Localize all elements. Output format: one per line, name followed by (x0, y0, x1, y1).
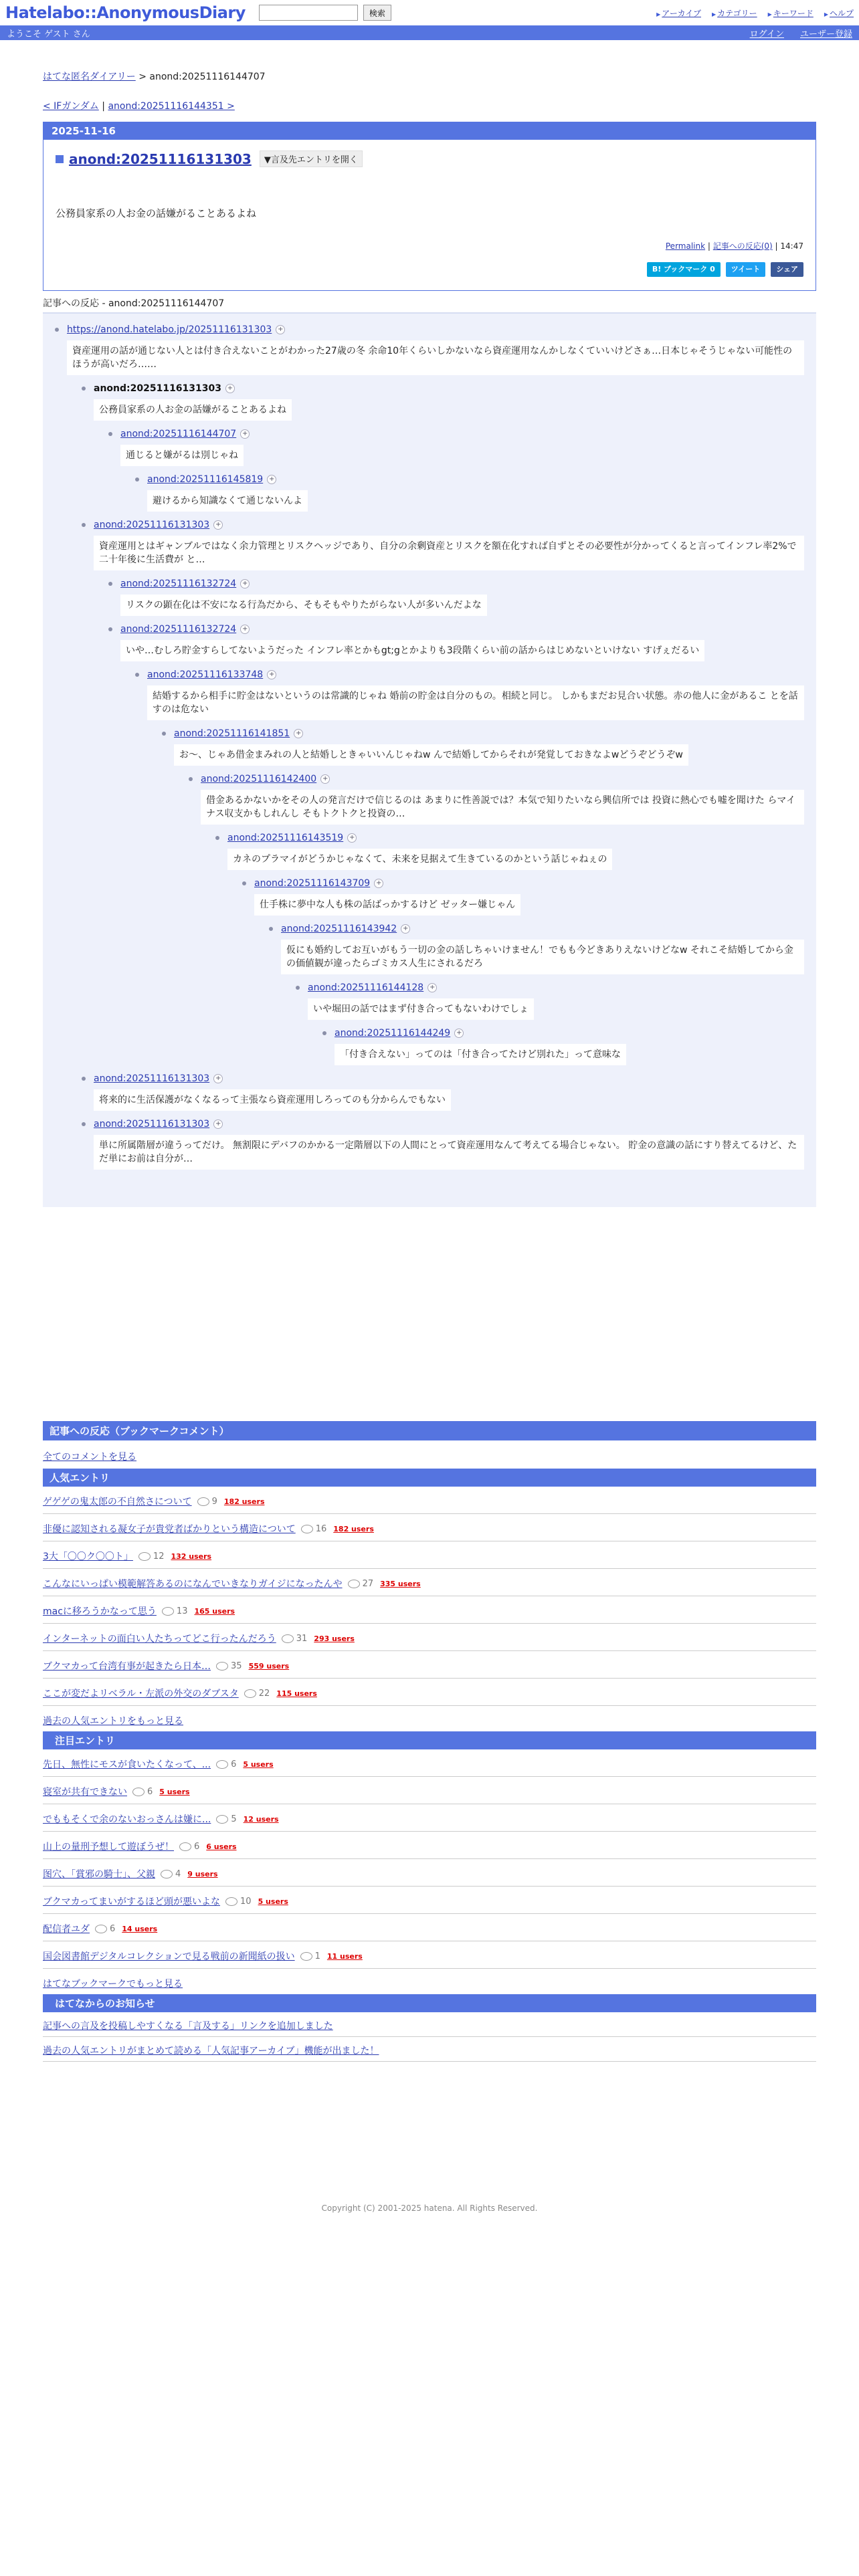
popular-entries-list (43, 1487, 816, 1706)
ranking-item (43, 1679, 816, 1706)
bookmark-users-count[interactable]: 165 users (194, 1606, 235, 1616)
ranking-item-link[interactable]: 先日、無性にモスが食いたくなって、... (43, 1759, 211, 1770)
entry-square-icon (56, 155, 64, 163)
expand-plus-icon[interactable]: + (213, 1119, 223, 1129)
reaction-node (135, 668, 816, 727)
reaction-head (55, 323, 816, 336)
reaction-head (108, 577, 816, 591)
ranking-item-link[interactable]: こんなにいっぱい模範解答あるのになんでいきなりガイジになったんや (43, 1579, 343, 1590)
featured-entries-list (43, 1749, 816, 1969)
ranking-item (43, 1941, 816, 1969)
ranking-item (43, 1514, 816, 1541)
reaction-link[interactable]: anond:20251116131303 (94, 520, 210, 530)
share-buttons (56, 262, 803, 277)
ranking-item-link[interactable]: macに移ろうかなって思う (43, 1606, 157, 1617)
welcome-bar (0, 25, 859, 40)
expand-plus-icon[interactable]: + (374, 879, 383, 888)
comment-bubble-icon[interactable]: 6 (179, 1842, 199, 1852)
reaction-node (82, 1117, 816, 1176)
reaction-link[interactable]: anond:20251116132724 (120, 624, 237, 635)
reaction-link[interactable]: anond:20251116143709 (254, 878, 371, 889)
notices-list (43, 2012, 816, 2062)
reaction-excerpt: 「付き合えない」ってのは「付き合ってたけど別れた」って意味な (335, 1044, 626, 1065)
reaction-head (296, 981, 816, 994)
ranking-item (43, 1651, 816, 1679)
reaction-node (189, 772, 816, 831)
nav-help-link[interactable]: ▶ ヘルプ (824, 7, 854, 19)
comment-bubble-icon[interactable]: 12 (138, 1551, 165, 1562)
pager-separator: | (98, 101, 108, 112)
hatena-bookmark-button[interactable]: B! ブックマーク 0 (647, 262, 721, 277)
breadcrumb (43, 70, 816, 83)
featured-entries-title: 注目エントリ (43, 1731, 816, 1749)
breadcrumb-current: anond:20251116144707 (149, 72, 266, 82)
comment-bubble-icon[interactable]: 9 (197, 1497, 217, 1507)
ranking-item-link[interactable]: ブクマカって台湾有事が起きたら日本… (43, 1661, 211, 1672)
all-comments-link[interactable]: 全てのコメントを見る (43, 1452, 136, 1463)
reaction-node (108, 577, 816, 623)
ranking-item-link[interactable]: インターネットの面白い人たちってどこ行ったんだろう (43, 1634, 276, 1644)
top-nav (656, 7, 854, 19)
breadcrumb-home-link[interactable]: はてな匿名ダイアリー (43, 72, 136, 82)
reaction-excerpt: 避けるから知識なくて通じないんよ (147, 490, 308, 512)
bookmark-users-count[interactable]: 14 users (122, 1924, 158, 1933)
comment-bubble-icon[interactable]: 6 (95, 1924, 115, 1934)
reaction-excerpt: 資産運用の話が通じない人とは付き合えないことがわかった27歳の冬 余命10年くらいしかないなら資産運用なんかしなくていいけどさぁ…日本じゃそうじゃない可能性のほうが高いだろ…… (67, 340, 804, 375)
comment-bubble-icon[interactable]: 13 (162, 1606, 188, 1616)
reaction-excerpt: リスクの顕在化は不安になる行為だから、そもそもやりたがらない人が多いんだよな (120, 595, 487, 616)
bookmark-users-count[interactable]: 5 users (159, 1787, 190, 1796)
ranking-item (43, 1914, 816, 1941)
bookmark-users-count[interactable]: 9 users (187, 1869, 218, 1879)
nav-keyword-link[interactable]: ▶ キーワード (768, 7, 814, 19)
reaction-link[interactable]: anond:20251116142400 (201, 774, 317, 784)
reaction-node (135, 473, 816, 518)
ranking-item (43, 1569, 816, 1596)
reaction-link[interactable]: anond:20251116145819 (147, 474, 264, 485)
ranking-item-link[interactable]: 图穴、「賞邪の騎士」、父親 (43, 1869, 155, 1880)
reaction-node (55, 323, 816, 382)
top-header (0, 0, 859, 25)
reaction-head (82, 518, 816, 532)
ranking-item-link[interactable]: ブクマカってまいがするほど頭が悪いよな (43, 1897, 221, 1907)
search-input[interactable] (259, 5, 358, 21)
reaction-head (108, 427, 816, 441)
expand-plus-icon[interactable]: + (427, 983, 437, 992)
reaction-head (269, 922, 816, 936)
entry-time: 14:47 (780, 241, 803, 251)
popular-entries-title: 人気エントリ (43, 1469, 816, 1487)
reaction-excerpt: 仮にも婚約してお互いがもう一切の金の話しちゃいけません！でもも今どきありえないけどなw それこそ結婚してから金の価値観が違ったらゴミカス人生にされるだろ (281, 940, 804, 974)
reaction-excerpt: 借金あるかないかをその人の発言だけで信じるのは あまりに性善説では？本気で知りたいなら興信所では 投資に熱心でも嘘を聞けた らマイナス収支かもしれんし そもトクトクと投資の… (201, 790, 804, 825)
next-entry-link[interactable]: anond:20251116144351 > (108, 101, 235, 112)
bookmark-users-count[interactable]: 12 users (243, 1814, 279, 1824)
reaction-head (162, 727, 816, 740)
reaction-excerpt: 将来的に生活保護がなくなるって主張なら資産運用しろってのも分からんでもない (94, 1089, 451, 1111)
expand-plus-icon[interactable]: + (225, 384, 235, 393)
reaction-link[interactable]: anond:20251116143942 (281, 924, 397, 934)
reaction-link[interactable]: anond:20251116144249 (335, 1028, 451, 1039)
reaction-node (82, 382, 816, 427)
day-section (43, 122, 816, 291)
bookmark-users-count[interactable]: 132 users (171, 1551, 212, 1561)
prev-entry-link[interactable]: < IFガンダム (43, 101, 99, 112)
reaction-node (82, 518, 816, 577)
bookmark-users-count[interactable]: 559 users (248, 1661, 290, 1671)
comment-bubble-icon[interactable]: 22 (244, 1689, 270, 1699)
ranking-item (43, 1749, 816, 1777)
reaction-excerpt: 結婚するから相手に貯金はないというのは常識的じゃね 婚前の貯金は自分のもの。相続と同じ。 しかもまだお見合い状態。赤の他人に金があるこ とを話すのは危ない (147, 685, 804, 720)
ranking-item-link[interactable]: 非優に認知される凝女子が貴党者ばかりという構造について (43, 1524, 296, 1535)
ranking-item (43, 1777, 816, 1804)
expand-plus-icon[interactable]: + (276, 325, 285, 334)
ranking-item (43, 1487, 816, 1514)
notice-item (43, 2012, 816, 2037)
ranking-item (43, 1624, 816, 1651)
ranking-item (43, 1804, 816, 1832)
open-referenced-entry-button[interactable]: ▼言及先エントリを開く (260, 150, 363, 167)
reaction-head (108, 623, 816, 636)
reaction-link[interactable]: anond:20251116132724 (120, 578, 237, 589)
day-date: 2025-11-16 (43, 122, 816, 140)
expand-plus-icon[interactable]: + (240, 625, 250, 634)
bookmark-users-count[interactable]: 5 users (243, 1759, 274, 1769)
breadcrumb-separator: > (135, 72, 150, 82)
ranking-item-link[interactable]: 山上の量刑予想して遊ぼうぜ！ (43, 1842, 174, 1852)
entry-footer: Permalink | 記事への反応(0) | 14:47 (665, 241, 803, 251)
comment-bubble-icon[interactable]: 27 (348, 1579, 374, 1589)
reaction-excerpt: 仕手株に夢中な人も株の話ばっかするけど ゼッター嫌じゃん (254, 894, 520, 916)
comment-bubble-icon[interactable]: 5 (216, 1814, 236, 1824)
reaction-link[interactable]: anond:20251116131303 (94, 383, 221, 394)
reaction-excerpt: 公務員家系の人お金の話嫌がることあるよね (94, 399, 292, 421)
reaction-link[interactable]: https://anond.hatelabo.jp/20251116131303 (67, 324, 272, 335)
reaction-node (162, 727, 816, 772)
comment-bubble-icon[interactable]: 10 (225, 1897, 252, 1907)
comment-bubble-icon[interactable]: 35 (216, 1661, 242, 1671)
comment-bubble-icon[interactable]: 6 (132, 1787, 153, 1797)
comment-bubble-icon[interactable]: 1 (300, 1951, 320, 1961)
popular-more-link[interactable]: 過去の人気エントリをもっと見る (43, 1716, 183, 1727)
reaction-head (242, 877, 816, 890)
tweet-button[interactable]: ツイート (726, 262, 765, 277)
reaction-tree (43, 314, 816, 1207)
site-logo[interactable]: Hatelabo::AnonymousDiary (5, 3, 246, 22)
bookmark-users-count[interactable]: 11 users (326, 1951, 363, 1961)
bookmark-users-count[interactable]: 182 users (223, 1497, 265, 1506)
entry-title-link[interactable]: anond:20251116131303 (69, 150, 252, 167)
reaction-node (269, 922, 816, 981)
reaction-node (82, 1072, 816, 1117)
bookmark-users-count[interactable]: 115 users (276, 1689, 317, 1698)
reaction-node (296, 981, 816, 1027)
expand-plus-icon[interactable]: + (240, 429, 250, 439)
reaction-excerpt: いや堀田の話ではまず付き合ってもないわけでしょ (308, 998, 534, 1020)
entry-pager (43, 99, 816, 112)
reaction-link[interactable]: anond:20251116133748 (147, 669, 264, 680)
expand-plus-icon[interactable]: + (267, 475, 276, 484)
ranking-item-link[interactable]: でももそくで余のないおっさんは嫌に... (43, 1814, 211, 1825)
ranking-item (43, 1832, 816, 1859)
reaction-head (322, 1027, 816, 1040)
featured-more-link[interactable]: はてなブックマークでもっと見る (43, 1979, 183, 1990)
reaction-link[interactable]: anond:20251116131303 (94, 1073, 210, 1084)
reaction-head (82, 1117, 816, 1131)
reaction-excerpt: いや…むしろ貯金すらしてないようだった インフレ率とかもgt;gとかよりも3段階くらい前の話からはじめないといけない すげぇだるい (120, 640, 704, 661)
ranking-item-link[interactable]: ここが変だよリベラル・左派の外交のダブスタ (43, 1689, 239, 1699)
reaction-excerpt: 単に所属階層が違うってだけ。 無割限にデバフのかかる一定階層以下の人間にとって資産運用なんて考えてる場合じゃない。 貯金の意識の話にすり替えてるけど、ただ単にお前は自分が… (94, 1135, 804, 1170)
reaction-link[interactable]: anond:20251116131303 (94, 1119, 210, 1130)
nav-category-link[interactable]: ▶ カテゴリー (712, 7, 757, 19)
comment-bubble-icon[interactable]: 4 (161, 1869, 181, 1879)
ranking-item (43, 1859, 816, 1887)
bookmark-users-count[interactable]: 182 users (333, 1524, 374, 1533)
facebook-share-button[interactable]: シェア (771, 262, 803, 277)
expand-plus-icon[interactable]: + (213, 1074, 223, 1083)
reaction-head (189, 772, 816, 786)
bookmark-users-count[interactable]: 5 users (258, 1897, 288, 1906)
reaction-excerpt: 通じると嫌がるは別じゃね (120, 445, 244, 466)
ranking-item (43, 1596, 816, 1624)
nav-archive-link[interactable]: ▶ アーカイブ (656, 7, 701, 19)
login-link[interactable]: ログイン (749, 29, 784, 39)
expand-plus-icon[interactable]: + (240, 579, 250, 588)
reaction-node (108, 623, 816, 668)
reactions-count-link[interactable]: 記事への反応(0) (712, 241, 773, 251)
reaction-link[interactable]: anond:20251116144128 (308, 982, 424, 993)
expand-plus-icon[interactable]: + (267, 670, 276, 679)
search-button[interactable]: 検索 (363, 5, 391, 21)
notices-title: はてなからのお知らせ (43, 1994, 816, 2012)
expand-plus-icon[interactable]: + (320, 774, 330, 784)
bookmark-users-count[interactable]: 293 users (314, 1634, 355, 1643)
entry-body-text: 公務員家系の人お金の話嫌がることあるよね (56, 207, 257, 219)
reaction-node (108, 427, 816, 473)
reaction-head (215, 831, 816, 845)
notice-link[interactable]: 記事への言及を投稿しやすくなる「言及する」リンクを追加しました (43, 2021, 333, 2032)
expand-plus-icon[interactable]: + (401, 924, 410, 934)
reaction-excerpt: お〜、じゃあ借金まみれの人と結婚しときゃいいんじゃねw んで結婚してからそれが発覚しておきなよwどうぞどうぞw (174, 744, 688, 766)
reaction-node (215, 831, 816, 877)
ranking-item (43, 1887, 816, 1914)
reaction-node (242, 877, 816, 922)
reaction-head (135, 668, 816, 681)
ranking-item-link[interactable]: 3大「〇〇ク〇〇ト」 (43, 1551, 133, 1562)
ranking-item-link[interactable]: 配信者ユダ (43, 1924, 90, 1935)
expand-plus-icon[interactable]: + (213, 520, 223, 530)
reaction-head (82, 382, 816, 395)
ranking-item-link[interactable]: ゲゲゲの鬼太郎の不自然さについて (43, 1497, 192, 1507)
reaction-link[interactable]: anond:20251116141851 (174, 728, 290, 739)
register-link[interactable]: ユーザー登録 (799, 29, 852, 39)
notice-link[interactable]: 過去の人気エントリがまとめて読める「人気記事アーカイブ」機能が出ました！ (43, 2046, 379, 2056)
bookmark-comments-title: 記事への反応（ブックマークコメント） (43, 1421, 816, 1440)
reaction-head (82, 1072, 816, 1085)
comment-bubble-icon[interactable]: 6 (216, 1759, 236, 1769)
comment-bubble-icon[interactable]: 16 (301, 1524, 327, 1534)
reaction-node (322, 1027, 816, 1072)
bookmark-users-count[interactable]: 335 users (380, 1579, 421, 1588)
copyright: Copyright (C) 2001-2025 hatena. All Rights Reserved. (321, 2204, 538, 2213)
expand-plus-icon[interactable]: + (454, 1029, 464, 1038)
ranking-item (43, 1541, 816, 1569)
reaction-link[interactable]: anond:20251116144707 (120, 429, 237, 439)
reaction-excerpt: カネのプラマイがどうかじゃなくて、未来を見据えて生きているのかという話じゃねぇの (227, 849, 612, 870)
bookmark-users-count[interactable]: 6 users (206, 1842, 237, 1851)
comment-bubble-icon[interactable]: 31 (282, 1634, 308, 1644)
notice-item (43, 2037, 816, 2062)
permalink-link[interactable]: Permalink (665, 241, 706, 251)
reaction-excerpt: 資産運用とはギャンブルではなく余力管理とリスクヘッジであり、自分の余剰資産とリスクを額在化すれば自ずとその必要性が分かってくると言ってインフレ率2%で二十年後に生活費が と… (94, 536, 804, 570)
welcome-text: ようこそ ゲスト さん (7, 29, 90, 39)
reactions-label: 記事への反応 - anond:20251116144707 (43, 296, 816, 314)
reaction-link[interactable]: anond:20251116143519 (227, 833, 344, 843)
ranking-item-link[interactable]: 寝室が共有できない (43, 1787, 127, 1798)
ranking-item-link[interactable]: 国会図書館デジタルコレクションで見る戦前の新聞紙の扱い (43, 1951, 295, 1962)
reaction-head (135, 473, 816, 486)
expand-plus-icon[interactable]: + (347, 833, 357, 843)
expand-plus-icon[interactable]: + (294, 729, 303, 738)
